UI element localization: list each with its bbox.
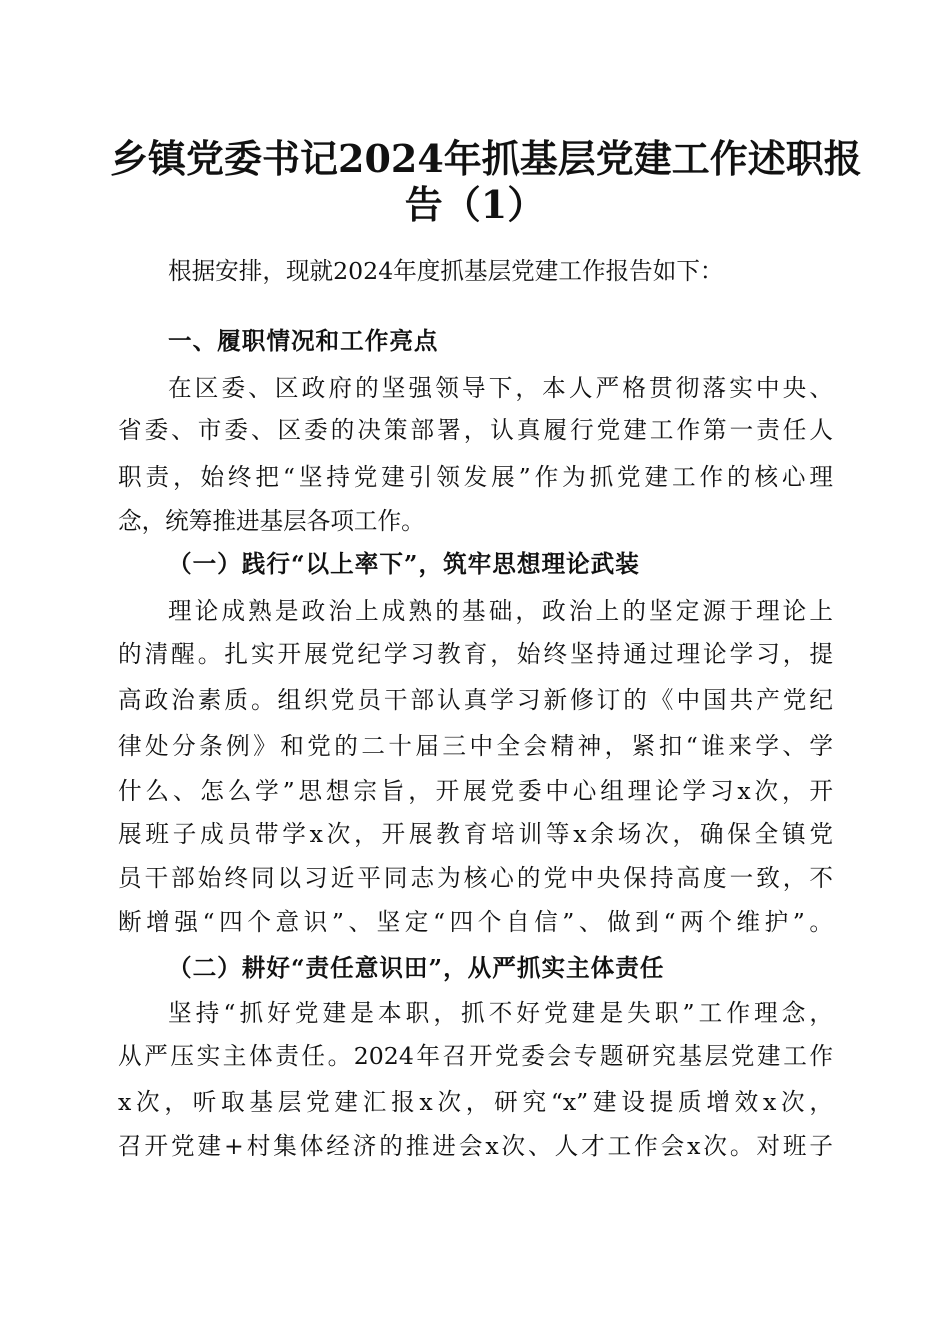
subsection-heading-1: （一）践行“以上率下”，筑牢思想理论武装 [168, 550, 640, 578]
paragraph-line: 员干部始终同以习近平同志为核心的党中央保持高度一致，不 [118, 864, 833, 892]
document-title-line-2: 告（1） [404, 182, 546, 227]
subsection-heading-2: （二）耕好“责任意识田”，从严抓实主体责任 [168, 954, 665, 982]
paragraph-line: 召开党建+村集体经济的推进会x次、人才工作会x次。对班子 [118, 1132, 833, 1160]
paragraph-line: 断增强“四个意识”、坚定“四个自信”、做到“两个维护”。 [118, 908, 833, 936]
paragraph-line: 从严压实主体责任。2024年召开党委会专题研究基层党建工作 [118, 1042, 833, 1070]
paragraph-line: 省委、市委、区委的决策部署，认真履行党建工作第一责任人 [118, 416, 833, 444]
paragraph-line: 律处分条例》和党的二十届三中全会精神，紧扣“谁来学、学 [118, 732, 833, 760]
document-title-line-1: 乡镇党委书记2024年抓基层党建工作述职报 [110, 136, 862, 181]
paragraph-line: 展班子成员带学x次，开展教育培训等x余场次，确保全镇党 [118, 820, 833, 848]
paragraph-line: 职责，始终把“坚持党建引领发展”作为抓党建工作的核心理 [118, 463, 833, 491]
paragraph-line: 高政治素质。组织党员干部认真学习新修订的《中国共产党纪 [118, 686, 833, 714]
paragraph-line: 坚持“抓好党建是本职，抓不好党建是失职”工作理念， [168, 999, 833, 1027]
paragraph-line: 念，统筹推进基层各项工作。 [118, 507, 425, 535]
intro-paragraph: 根据安排，现就2024年度抓基层党建工作报告如下： [168, 257, 724, 285]
paragraph-line: x次，听取基层党建汇报x次，研究“x”建设提质增效x次， [118, 1088, 833, 1116]
paragraph-line: 的清醒。扎实开展党纪学习教育，始终坚持通过理论学习，提 [118, 640, 833, 668]
section-heading-1: 一、履职情况和工作亮点 [168, 327, 439, 355]
paragraph-line: 在区委、区政府的坚强领导下，本人严格贯彻落实中央、 [168, 374, 833, 402]
paragraph-line: 理论成熟是政治上成熟的基础，政治上的坚定源于理论上 [168, 597, 833, 625]
paragraph-line: 什么、怎么学”思想宗旨，开展党委中心组理论学习x次，开 [118, 777, 833, 805]
